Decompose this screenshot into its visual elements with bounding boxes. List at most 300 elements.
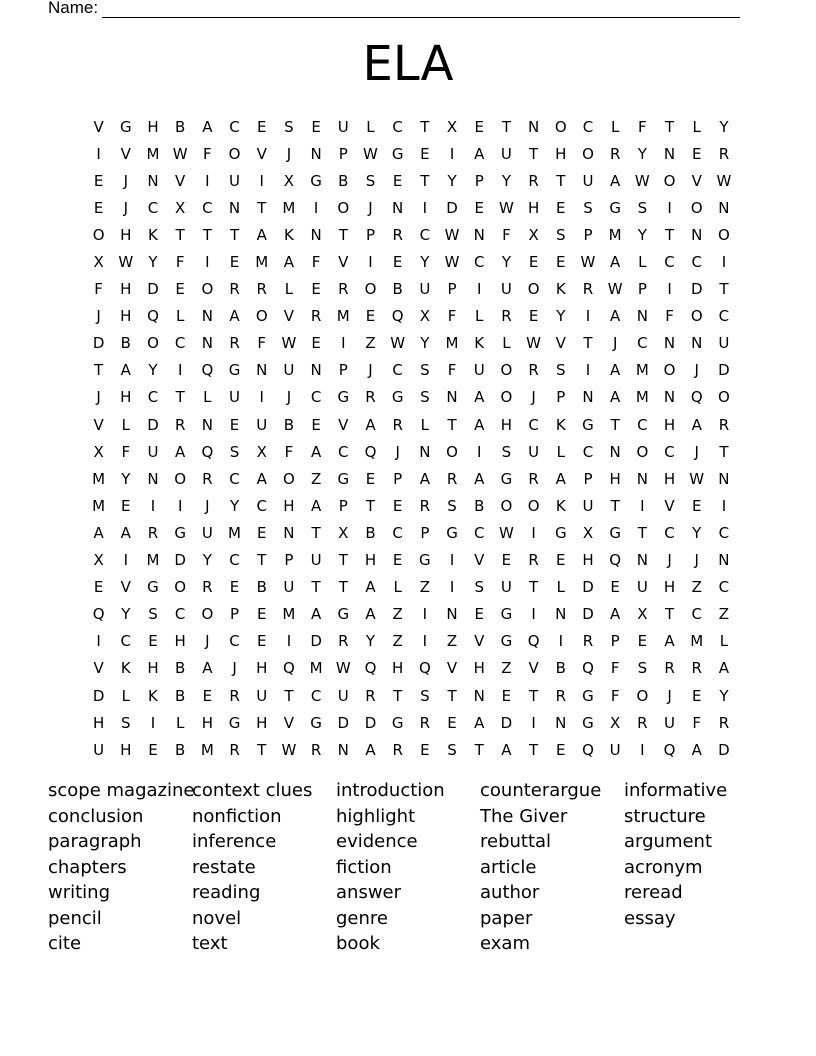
grid-letter: P [474,171,484,190]
grid-letter: H [120,307,132,326]
grid-letter: V [474,632,485,651]
grid-letter: N [691,334,703,353]
grid-letter: T [664,225,675,244]
grid-letter: G [419,551,431,570]
grid-letter: P [420,523,430,542]
grid-letter: C [691,605,702,624]
grid-letter: L [121,686,130,705]
grid-letter: O [636,442,649,461]
grid-letter: C [174,334,186,353]
grid-letter: O [690,198,703,217]
grid-letter: N [636,307,648,326]
grid-letter: N [718,198,730,217]
grid-letter: S [556,361,566,380]
grid-letter: Y [420,253,430,272]
grid-letter: E [256,117,267,136]
grid-letter: N [228,198,241,217]
grid-letter: T [719,280,729,299]
grid-letter: G [337,469,350,488]
grid-letter: V [528,659,539,678]
grid-letter: H [92,713,105,732]
grid-letter: T [175,388,185,407]
word-bank-item: introduction [336,780,445,801]
word-bank-item: context clues [192,780,313,801]
grid-letter: W [118,253,134,272]
grid-letter: A [501,740,512,759]
grid-letter: Q [391,307,404,326]
grid-letter: W [281,740,297,759]
grid-letter: L [475,307,484,326]
grid-letter: O [718,388,730,407]
word-bank-item: fiction [336,856,392,878]
grid-letter: V [338,415,349,434]
grid-letter: S [121,713,131,732]
word-bank-item: The Giver [480,805,568,827]
grid-letter: N [663,144,676,163]
grid-letter: U [528,442,540,461]
grid-letter: R [528,551,539,570]
grid-letter: U [93,740,105,759]
grid-letter: T [529,144,539,163]
grid-letter: V [664,496,675,515]
grid-letter: X [93,253,104,272]
grid-letter: K [474,334,485,353]
grid-letter: O [527,280,540,299]
grid-letter: R [582,632,594,651]
grid-letter: Q [418,659,431,678]
grid-letter: A [419,469,430,488]
grid-letter: I [313,198,319,217]
grid-letter: G [582,713,594,732]
grid-letter: R [365,686,376,705]
grid-letter: T [338,225,348,244]
grid-letter: I [477,280,482,299]
grid-letter: H [256,713,268,732]
grid-letter: I [286,632,292,651]
grid-letter: R [528,469,539,488]
grid-letter: E [474,605,484,624]
grid-letter: W [526,334,542,353]
grid-letter: H [120,740,132,759]
grid-letter: I [531,523,536,542]
grid-letter: W [281,334,297,353]
grid-letter: E [691,496,702,515]
grid-letter: T [420,171,430,190]
grid-letter: G [582,686,594,705]
grid-letter: J [96,388,101,407]
grid-letter: E [392,171,403,190]
grid-letter: F [610,659,620,678]
grid-letter: T [338,551,348,570]
grid-letter: F [203,144,212,163]
grid-letter: S [148,605,158,624]
grid-letter: M [445,334,459,353]
grid-letter: T [664,605,675,624]
grid-letter: T [474,740,484,759]
grid-letter: F [447,307,457,326]
grid-letter: Y [229,496,240,515]
grid-letter: O [174,469,187,488]
word-bank-item: cite [48,933,82,954]
grid-letter: C [392,117,403,136]
grid-letter: I [96,144,101,163]
grid-letter: R [310,740,322,759]
grid-letter: J [368,198,373,217]
grid-letter: H [500,415,513,434]
grid-letter: L [393,578,402,597]
grid-letter: Z [691,578,702,597]
grid-letter: V [338,253,349,272]
grid-letter: E [311,334,321,353]
grid-letter: N [256,361,268,380]
grid-letter: X [175,198,186,217]
grid-letter: B [175,740,186,759]
grid-letter: H [582,551,594,570]
grid-letter: V [555,334,566,353]
grid-letter: I [449,578,455,597]
grid-letter: O [174,578,187,597]
grid-letter: E [175,280,185,299]
grid-letter: N [446,605,458,624]
grid-letter: Y [637,225,647,244]
grid-letter: I [123,551,128,570]
grid-letter: I [531,605,536,624]
grid-letter: A [610,388,621,407]
grid-letter: A [610,307,621,326]
grid-letter: C [582,442,594,461]
grid-letter: H [174,632,186,651]
grid-letter: W [580,253,596,272]
grid-letter: Y [121,469,131,488]
word-bank-item: nonfiction [192,805,282,827]
grid-letter: L [175,713,185,732]
grid-letter: M [309,659,323,678]
grid-letter: P [365,225,375,244]
grid-letter: T [583,334,593,353]
grid-letter: R [582,280,594,299]
grid-letter: R [174,415,186,434]
grid-letter: S [637,659,648,678]
grid-letter: V [93,415,104,434]
grid-letter: C [664,253,675,272]
grid-letter: J [205,632,210,651]
grid-letter: R [555,686,566,705]
grid-letter: U [147,442,159,461]
grid-letter: N [718,551,730,570]
grid-letter: A [93,523,104,542]
grid-letter: E [691,144,702,163]
grid-letter: N [419,442,431,461]
grid-letter: U [229,388,241,407]
grid-letter: J [667,551,672,570]
grid-letter: B [392,280,403,299]
grid-letter: R [229,686,240,705]
grid-letter: I [531,713,536,732]
grid-letter: O [364,280,377,299]
grid-letter: N [555,605,567,624]
grid-letter: R [446,469,458,488]
grid-letter: C [718,307,730,326]
grid-letter: N [147,171,159,190]
grid-letter: T [420,117,430,136]
grid-letter: J [96,307,101,326]
grid-letter: S [420,388,430,407]
grid-letter: F [311,253,321,272]
grid-letter: R [338,280,349,299]
grid-letter: E [311,280,321,299]
grid-letter: R [664,659,675,678]
grid-letter: O [92,225,105,244]
grid-letter: W [172,144,188,163]
grid-letter: O [500,496,513,515]
grid-letter: B [283,415,295,434]
grid-letter: W [363,144,378,163]
grid-letter: O [201,605,214,624]
grid-letter: X [283,171,295,190]
grid-letter: M [255,253,269,272]
grid-letter: J [286,144,292,163]
grid-letter: I [96,632,101,651]
name-blank-line [102,3,740,18]
word-bank-item: inference [192,831,277,852]
grid-letter: C [637,415,648,434]
grid-letter: T [447,686,457,705]
grid-letter: J [395,442,400,461]
grid-letter: I [585,307,591,326]
grid-letter: L [121,415,130,434]
grid-letter: N [636,469,648,488]
grid-letter: E [311,415,321,434]
grid-letter: N [691,225,703,244]
word-bank-item: conclusion [48,805,144,827]
grid-letter: E [420,740,430,759]
word-bank-item: argument [624,831,713,852]
grid-letter: C [229,117,240,136]
grid-letter: N [283,523,295,542]
grid-letter: O [582,144,594,163]
grid-letter: I [640,740,645,759]
grid-letter: B [474,496,485,515]
grid-letter: S [474,578,484,597]
grid-letter: V [474,551,485,570]
grid-letter: Z [419,578,430,597]
grid-letter: K [555,496,566,515]
grid-letter: N [446,388,458,407]
grid-letter: R [609,144,621,163]
grid-letter: O [663,361,676,380]
grid-letter: A [610,605,621,624]
grid-letter: F [121,442,131,461]
grid-letter: G [500,632,513,651]
grid-letter: H [256,659,268,678]
word-bank-item: scope magazine [48,780,195,801]
grid-letter: X [637,605,648,624]
grid-letter: V [120,144,131,163]
grid-letter: T [338,578,348,597]
grid-letter: I [205,171,210,190]
grid-letter: E [365,469,376,488]
grid-letter: W [444,253,460,272]
grid-letter: E [148,740,158,759]
grid-letter: W [607,280,623,299]
grid-letter: B [365,523,376,542]
grid-letter: W [634,171,650,190]
word-bank-item: counterargue [480,780,602,801]
grid-letter: M [146,144,160,163]
grid-letter: W [390,334,406,353]
grid-letter: R [338,632,349,651]
word-bank-item: essay [624,907,676,929]
grid-letter: H [147,659,159,678]
grid-letter: T [719,442,729,461]
grid-letter: E [392,551,403,570]
grid-letter: T [529,740,539,759]
grid-letter: T [365,496,376,515]
grid-letter: A [310,605,322,624]
grid-letter: U [201,523,213,542]
grid-letter: U [609,740,621,759]
grid-letter: E [528,253,539,272]
grid-letter: P [583,469,593,488]
grid-letter: M [92,496,106,515]
grid-letter: Y [692,523,702,542]
word-bank-item: genre [336,907,388,929]
grid-letter: X [582,523,594,542]
grid-letter: C [664,523,675,542]
grid-letter: O [228,144,241,163]
grid-letter: K [283,225,294,244]
grid-letter: C [664,442,675,461]
grid-letter: H [283,496,295,515]
grid-letter: V [283,713,295,732]
grid-letter: V [283,307,295,326]
grid-letter: O [201,280,214,299]
grid-letter: X [419,307,430,326]
grid-letter: C [637,334,648,353]
grid-letter: B [555,659,566,678]
grid-letter: Q [201,442,214,461]
grid-letter: N [555,713,567,732]
grid-letter: M [690,632,704,651]
grid-letter: R [202,578,213,597]
grid-letter: E [556,551,566,570]
grid-letter: D [690,280,703,299]
grid-letter: Q [147,307,159,326]
grid-letter: E [256,632,267,651]
grid-letter: N [718,469,730,488]
word-bank-item: paragraph [48,831,142,852]
grid-letter: A [310,496,322,515]
word-bank-item: highlight [336,805,416,827]
grid-letter: C [718,523,730,542]
grid-letter: M [200,740,214,759]
grid-letter: Q [690,388,703,407]
grid-letter: T [393,686,403,705]
grid-letter: P [610,632,620,651]
grid-letter: Z [501,659,512,678]
grid-letter: Q [364,442,377,461]
grid-letter: L [203,388,212,407]
grid-letter: J [286,388,292,407]
grid-letter: B [256,578,267,597]
grid-letter: N [663,388,676,407]
grid-letter: S [637,198,648,217]
grid-letter: Y [719,117,729,136]
grid-letter: V [93,117,104,136]
grid-letter: N [310,144,322,163]
grid-letter: S [556,225,566,244]
grid-letter: Q [527,632,540,651]
grid-letter: I [177,496,183,515]
grid-letter: R [528,361,539,380]
grid-letter: V [93,659,104,678]
grid-letter: U [256,686,268,705]
grid-letter: J [694,361,699,380]
grid-letter: B [175,659,186,678]
grid-letter: A [365,740,376,759]
grid-letter: I [150,713,156,732]
grid-letter: A [718,659,730,678]
grid-letter: E [93,578,104,597]
grid-letter: I [259,171,264,190]
name-field [48,0,740,18]
grid-letter: D [364,713,377,732]
grid-letter: H [473,659,485,678]
grid-letter: E [556,740,566,759]
grid-letter: F [284,442,294,461]
grid-letter: Y [501,253,511,272]
grid-letter: H [120,280,132,299]
grid-letter: I [177,361,183,380]
grid-letter: R [365,388,376,407]
grid-letter: G [147,578,159,597]
grid-letter: Q [283,659,295,678]
grid-letter: U [500,280,512,299]
word-bank-item: text [192,933,228,954]
grid-letter: H [663,415,676,434]
grid-letter: J [694,442,699,461]
grid-letter: A [555,469,566,488]
grid-letter: T [311,523,321,542]
grid-letter: R [691,659,702,678]
grid-letter: B [338,171,349,190]
grid-letter: O [337,198,350,217]
grid-letter: H [527,198,540,217]
grid-letter: Y [447,171,457,190]
grid-letter: P [338,361,348,380]
grid-letter: E [501,551,512,570]
grid-letter: A [691,740,702,759]
grid-letter: R [419,713,431,732]
grid-letter: G [228,713,241,732]
grid-letter: A [283,253,295,272]
grid-letter: C [202,198,213,217]
word-bank-item: book [336,933,380,954]
grid-letter: Q [364,659,377,678]
grid-letter: B [175,686,186,705]
grid-letter: E [256,605,267,624]
grid-letter: R [718,144,730,163]
grid-letter: P [637,280,647,299]
grid-letter: A [365,415,376,434]
grid-letter: D [582,578,594,597]
word-bank-item: exam [480,933,530,954]
grid-letter: J [531,388,536,407]
grid-letter: L [420,415,430,434]
grid-letter: Z [392,632,403,651]
grid-letter: D [446,198,458,217]
grid-letter: U [337,117,349,136]
